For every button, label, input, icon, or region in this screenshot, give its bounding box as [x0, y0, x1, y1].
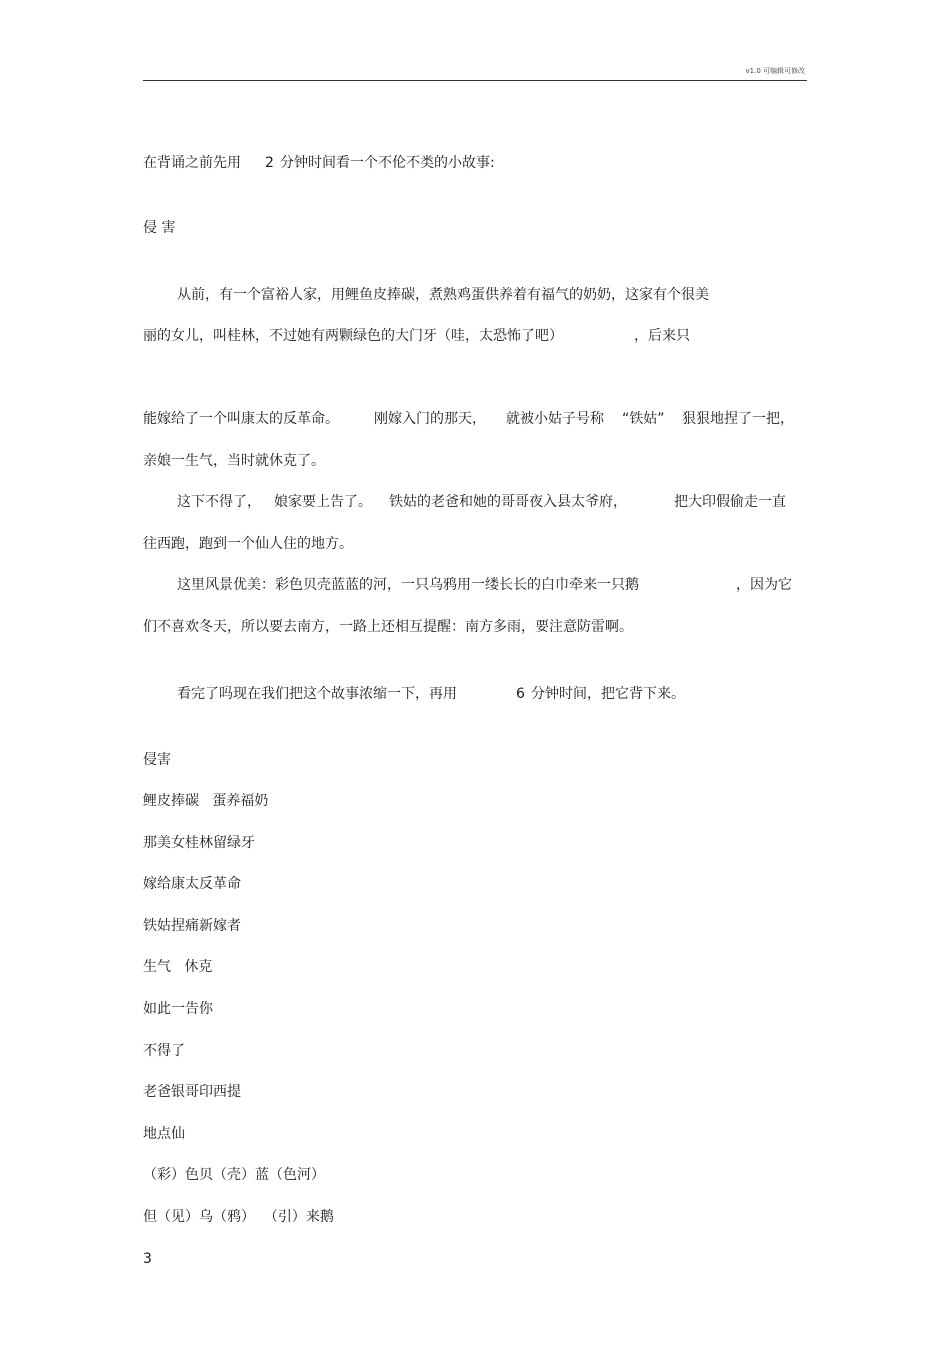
story-p4-seg2: ，因为它: [736, 577, 792, 593]
story-p1-line1: 从前，有一个富裕人家，用鲤鱼皮捧碳，煮熟鸡蛋供养着有福气的奶奶，这家有个很美: [177, 287, 709, 303]
summary-line: 铁姑捏痛新嫁者: [143, 918, 241, 934]
summary-line: 不得了: [143, 1043, 185, 1059]
story-p4-line2: 们不喜欢冬天，所以要去南方，一路上还相互提醒：南方多雨，要注意防雷啊。: [143, 619, 633, 635]
story-p2-line2: 亲娘一生气，当时就休克了。: [143, 453, 325, 469]
intro-part1: 在背诵之前先用: [143, 155, 241, 171]
header-divider: [143, 80, 807, 81]
summary-line: 生气 休克: [143, 959, 213, 975]
summary-line: 鲤皮捧碳 蛋养福奶: [143, 793, 269, 809]
summary-line: 侵害: [143, 752, 171, 768]
story-p2-seg4: “铁姑”: [622, 411, 665, 427]
summary-line: 如此一告你: [143, 1001, 213, 1017]
story-p3-seg4: 把大印假偷走一直: [674, 494, 786, 510]
story-p3-seg2: 娘家要上告了。: [274, 494, 372, 510]
summary-line: 老爸银哥印西提: [143, 1084, 241, 1100]
story-p2-seg2: 刚嫁入门的那天，: [374, 411, 486, 427]
page-number: 3: [143, 1251, 152, 1267]
prompt-part1: 看完了吗现在我们把这个故事浓缩一下，再用: [177, 686, 457, 702]
story-p1-line2b: ，后来只: [634, 328, 690, 344]
summary-line: 那美女桂林留绿牙: [143, 835, 255, 851]
header-version-note: v1.0 可编辑可修改: [745, 67, 805, 75]
story-p1-line2a: 丽的女儿，叫桂林，不过她有两颗绿色的大门牙（哇，太恐怖了吧）: [143, 328, 563, 344]
prompt-number: 6: [516, 686, 525, 702]
story-p3-line2: 往西跑，跑到一个仙人住的地方。: [143, 536, 353, 552]
prompt-part2: 分钟时间，把它背下来。: [531, 686, 685, 702]
intro-part2: 分钟时间看一个不伦不类的小故事:: [280, 155, 495, 171]
intro-number: 2: [265, 155, 274, 171]
story-p2-seg5: 狠狠地捏了一把，: [682, 411, 794, 427]
summary-line: 地点仙: [143, 1126, 185, 1142]
summary-line: 嫁给康太反革命: [143, 876, 241, 892]
story-p3-seg1: 这下不得了，: [177, 494, 261, 510]
story-p3-seg3: 铁姑的老爸和她的哥哥夜入县太爷府，: [389, 494, 627, 510]
story-p4-seg1: 这里风景优美：彩色贝壳蓝蓝的河，一只乌鸦用一缕长长的白巾牵来一只鹅: [177, 577, 639, 593]
story-p2-seg1: 能嫁给了一个叫康太的反革命。: [143, 411, 339, 427]
story-title: 侵 害: [143, 220, 176, 236]
story-p2-seg3: 就被小姑子号称: [506, 411, 604, 427]
summary-line: （彩）色贝（壳）蓝（色河）: [143, 1167, 325, 1183]
summary-line: 但（见）乌（鸦） （引）来鹅: [143, 1209, 334, 1225]
